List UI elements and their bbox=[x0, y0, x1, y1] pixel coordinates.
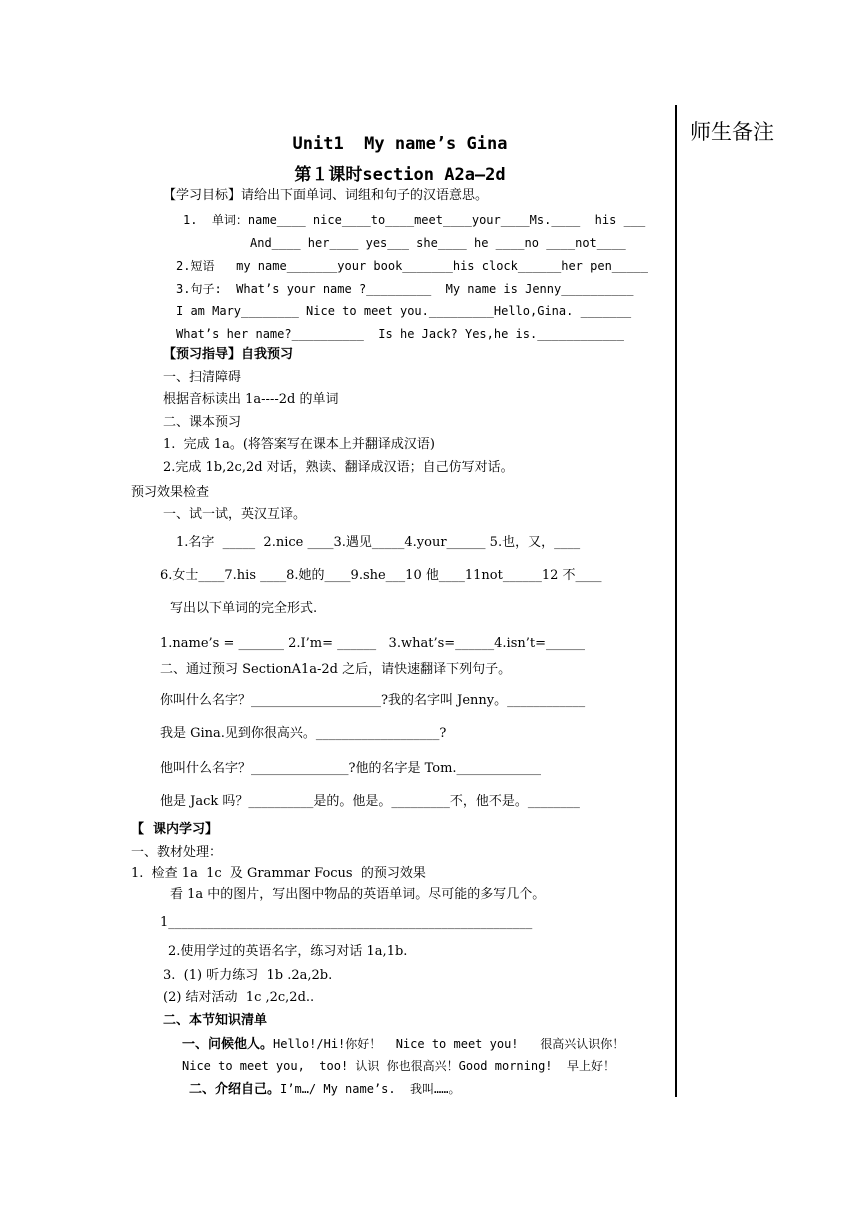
objectives-phrases: 2.短语 my name_______your book_______his clock______her pen_____ bbox=[176, 259, 648, 273]
knowledge-heading: 二、本节知识清单 bbox=[163, 1013, 268, 1028]
inclass-answer-line: 1________________________________________________________ bbox=[160, 915, 533, 930]
inclass-task-3b: (2) 结对活动 1c ,2c,2d.. bbox=[163, 990, 315, 1005]
objectives-heading: 【学习目标】请给出下面单词、词组和句子的汉语意思。 bbox=[163, 188, 489, 203]
lesson-subtitle: 第１课时section A2a—2d bbox=[294, 165, 506, 185]
check-sentence-4: 他是 Jack 吗？__________是的。他是。_________不，他不是。________ bbox=[160, 794, 580, 809]
preview-task-2: 2.完成 1b,2c,2d 对话，熟读、翻译成汉语；自己仿写对话。 bbox=[163, 460, 514, 475]
objectives-sentences-1: 3.句子: What’s your name ?_________ My name is Jenny__________ bbox=[176, 282, 634, 296]
objectives-words-2: And____ her____ yes___ she____ he ____no ____not____ bbox=[250, 236, 626, 250]
check-full-form-row: 1.name’s = _______ 2.I’m= ______ 3.what’s=______4.isn’t=______ bbox=[160, 636, 585, 651]
check-sentence-3: 他叫什么名字？_______________?他的名字是 Tom._____________ bbox=[160, 761, 542, 776]
unit-title: Unit1 My name’s Gina bbox=[292, 134, 508, 154]
knowledge-item-1-cont: Nice to meet you, too! 认识 你也很高兴！Good morning! 早上好！ bbox=[182, 1059, 615, 1073]
notes-column-heading: 师生备注 bbox=[690, 120, 774, 144]
check-sentence-1: 你叫什么名字？____________________?我的名字叫 Jenny。____________ bbox=[160, 693, 586, 708]
inclass-task-2: 2.使用学过的英语名字，练习对话 1a,1b. bbox=[168, 944, 408, 959]
check-translate-row-2: 6.女士____7.his ____8.她的____9.she___10 他____11not______12 不____ bbox=[160, 568, 602, 583]
inclass-task-1: 1. 检查 1a 1c 及 Grammar Focus 的预习效果 bbox=[131, 866, 426, 881]
check-sentence-2: 我是 Gina.见到你很高兴。___________________? bbox=[160, 726, 447, 741]
knowledge-item-1 bbox=[182, 1036, 624, 1053]
inclass-heading: 【 课内学习】 bbox=[131, 822, 219, 837]
inclass-section-1: 一、教材处理： bbox=[131, 845, 223, 860]
preview-heading: 【预习指导】自我预习 bbox=[163, 347, 294, 362]
knowledge-item-1-label: 一、问候他人。 bbox=[182, 1037, 274, 1052]
preview-task-1: 1. 完成 1a。(将答案写在课本上并翻译成汉语) bbox=[163, 437, 435, 452]
objectives-sentences-3: What’s her name?__________ Is he Jack? Yes,he is.____________ bbox=[176, 327, 624, 341]
preview-section-1-text: 根据音标读出 1a----2d 的单词 bbox=[163, 392, 339, 407]
knowledge-item-1-text: Hello!/Hi!你好！ Nice to meet you! 很高兴认识你！ bbox=[273, 1037, 625, 1051]
preview-section-1: 一、扫清障碍 bbox=[163, 370, 242, 385]
inclass-task-1-text: 看 1a 中的图片，写出图中物品的英语单词。尽可能的多写几个。 bbox=[170, 887, 546, 902]
check-translate-row-1: 1.名字 _____ 2.nice ____3.遇见_____4.your______ 5.也，又，____ bbox=[176, 535, 581, 550]
objectives-sentences-2: I am Mary________ Nice to meet you._________Hello,Gina. _______ bbox=[176, 304, 632, 318]
check-full-form-heading: 写出以下单词的完全形式. bbox=[170, 601, 318, 616]
preview-section-2: 二、课本预习 bbox=[163, 415, 242, 430]
knowledge-item-2 bbox=[189, 1081, 461, 1098]
check-part-1: 一、试一试，英汉互译。 bbox=[163, 507, 307, 522]
check-heading: 预习效果检查 bbox=[131, 485, 210, 500]
check-part-2: 二、通过预习 SectionA1a-2d 之后，请快速翻译下列句子。 bbox=[160, 662, 512, 677]
knowledge-item-2-label: 二、介绍自己。 bbox=[189, 1082, 281, 1097]
objectives-words-1: 1. 单词：name____ nice____to____meet____your____Ms.____ his ___ bbox=[183, 213, 646, 227]
knowledge-item-2-text: I’m…/ My name’s. 我叫……。 bbox=[280, 1082, 461, 1096]
notes-column-divider bbox=[675, 105, 677, 1097]
inclass-task-3: 3. (1) 听力练习 1b .2a,2b. bbox=[163, 968, 333, 983]
